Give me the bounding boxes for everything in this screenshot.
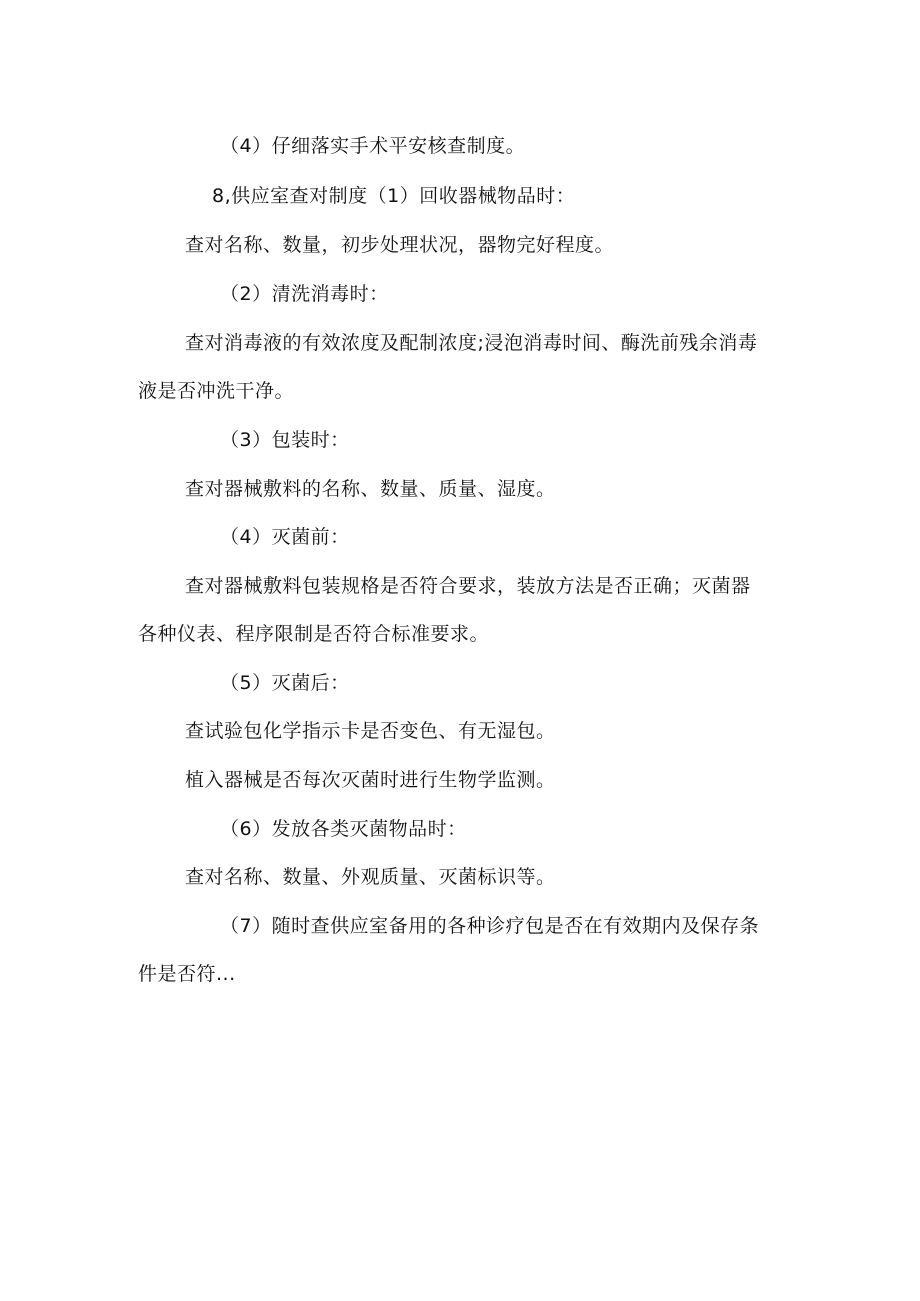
text-line-15: （6）发放各类灭菌物品时： [220, 818, 467, 840]
text-line-17: （7）随时查供应室备用的各种诊疗包是否在有效期内及保存条 [220, 915, 760, 937]
text-line-9: （4）灭菌前： [220, 526, 350, 548]
text-line-3: 查对名称、数量，初步处理状况，器物完好程度。 [185, 234, 615, 256]
text-line-7: （3）包装时： [220, 429, 350, 451]
text-line-4: （2）清洗消毒时： [220, 283, 389, 305]
text-line-2: 8,供应室查对制度（1）回收器械物品时： [212, 185, 576, 207]
text-line-14: 植入器械是否每次灭菌时进行生物学监测。 [185, 769, 556, 791]
text-line-18: 件是否符... [138, 963, 236, 985]
text-line-12: （5）灭菌后： [220, 672, 350, 694]
text-line-8: 查对器械敷料的名称、数量、质量、湿度。 [185, 478, 556, 500]
text-line-6: 液是否冲洗干净。 [138, 380, 295, 402]
text-line-13: 查试验包化学指示卡是否变色、有无湿包。 [185, 720, 556, 742]
text-line-11: 各种仪表、程序限制是否符合标准要求。 [138, 623, 490, 645]
text-line-10: 查对器械敷料包装规格是否符合要求，装放方法是否正确；灭菌器 [185, 575, 751, 597]
text-line-5: 查对消毒液的有效浓度及配制浓度;浸泡消毒时间、酶洗前残余消毒 [185, 332, 758, 354]
text-line-16: 查对名称、数量、外观质量、灭菌标识等。 [185, 866, 556, 888]
text-line-1: （4）仔细落实手术平安核查制度。 [220, 135, 526, 157]
